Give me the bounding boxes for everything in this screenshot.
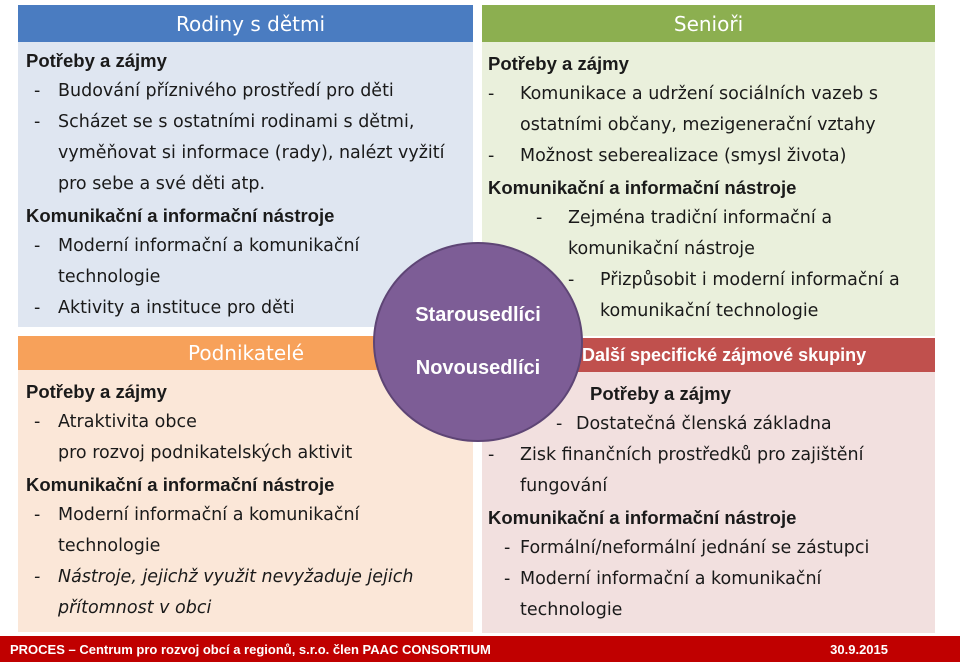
other-tools-heading: Komunikační a informační nástroje xyxy=(488,507,797,528)
other-tool-item: technologie xyxy=(520,600,623,620)
families-tool-item: technologie xyxy=(58,267,161,287)
seniors-tool-item: komunikační technologie xyxy=(600,301,819,321)
seniors-tool-item: - Zejména tradiční informační a xyxy=(536,208,833,228)
business-needs-heading: Potřeby a zájmy xyxy=(26,381,167,402)
families-title: Rodiny s dětmi xyxy=(176,11,326,36)
business-need-item: - Atraktivita obce xyxy=(34,412,197,432)
footer-organization: PROCES – Centrum pro rozvoj obcí a regionů, s.r.o. člen PAAC CONSORTIUM xyxy=(10,641,491,657)
business-content xyxy=(26,376,413,624)
business-tool-item: - Moderní informační a komunikační xyxy=(34,505,360,525)
families-need-item: vyměňovat si informace (rady), nalézt vyžití xyxy=(58,143,445,163)
business-tool-item: - Nástroje, jejichž využit nevyžaduje jejich xyxy=(34,567,414,587)
other-tool-item: - Moderní informační a komunikační xyxy=(504,569,822,589)
families-need-item: - Scházet se s ostatními rodinami s dětmi, xyxy=(34,112,415,132)
families-need-item: - Budování příznivého prostředí pro děti xyxy=(34,81,394,101)
seniors-tool-item: komunikační nástroje xyxy=(568,239,755,259)
families-header xyxy=(18,5,473,42)
footer-bar xyxy=(0,636,960,662)
seniors-tools-heading: Komunikační a informační nástroje xyxy=(488,177,797,198)
business-tools-heading: Komunikační a informační nástroje xyxy=(26,474,335,495)
center-circle xyxy=(373,242,583,442)
other-need-item: fungování xyxy=(520,476,608,496)
seniors-need-item: - Komunikace a udržení sociálních vazeb s xyxy=(488,84,878,104)
families-need-item: pro sebe a své děti atp. xyxy=(58,174,266,194)
seniors-needs-heading: Potřeby a zájmy xyxy=(488,53,629,74)
families-tools-heading: Komunikační a informační nástroje xyxy=(26,205,335,226)
seniors-title: Senioři xyxy=(673,11,744,36)
families-tool-item: - Aktivity a instituce pro děti xyxy=(34,298,295,318)
seniors-need-item: - Možnost seberealizace (smysl života) xyxy=(488,146,847,166)
other-tool-item: - Formální/neformální jednání se zástupci xyxy=(504,538,870,558)
seniors-tool-item: - Přizpůsobit i moderní informační a xyxy=(568,270,900,290)
seniors-need-item: ostatními občany, mezigenerační vztahy xyxy=(520,115,876,135)
business-tool-item: přítomnost v obci xyxy=(58,598,212,618)
other-groups-title: Další specifické zájmové skupiny xyxy=(582,344,867,365)
business-title: Podnikatelé xyxy=(188,341,305,365)
families-needs-heading: Potřeby a zájmy xyxy=(26,50,167,71)
other-needs-heading: Potřeby a zájmy xyxy=(590,383,731,404)
business-need-item: pro rozvoj podnikatelských aktivit xyxy=(58,443,353,463)
center-top-label: Starousedlíci xyxy=(415,304,541,326)
other-need-item: - Zisk finančních prostředků pro zajištění xyxy=(488,445,864,465)
business-tool-item: technologie xyxy=(58,536,161,556)
other-need-item: - Dostatečná členská základna xyxy=(556,414,832,434)
seniors-header xyxy=(482,5,935,42)
center-bottom-label: Novousedlíci xyxy=(415,357,541,379)
families-content xyxy=(26,45,445,324)
families-tool-item: - Moderní informační a komunikační xyxy=(34,236,360,256)
footer-date: 30.9.2015 xyxy=(830,641,888,657)
